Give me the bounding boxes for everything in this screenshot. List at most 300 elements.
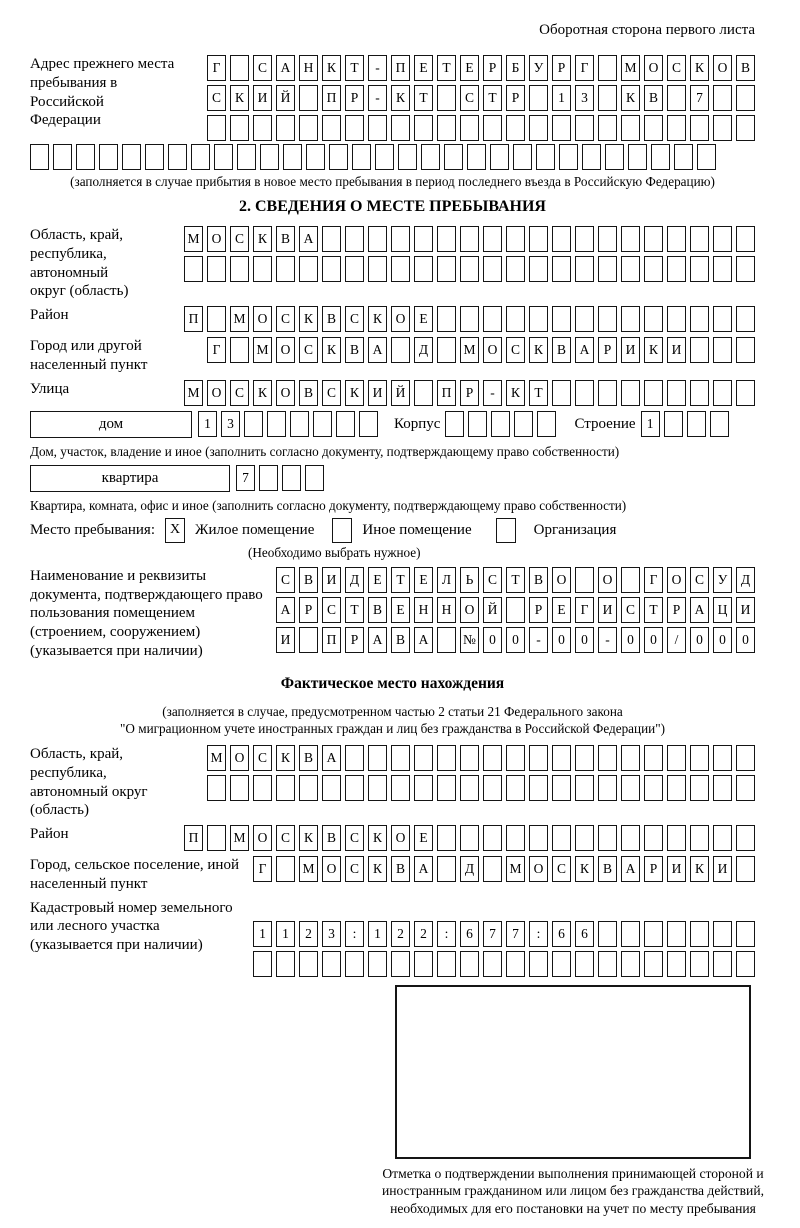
- form-cell: [329, 144, 348, 170]
- form-cell: Е: [368, 567, 387, 593]
- form-cell: К: [322, 55, 341, 81]
- rayon-row: [184, 306, 755, 332]
- form-cell: [276, 115, 295, 141]
- form-cell: О: [598, 567, 617, 593]
- form-cell: [506, 775, 525, 801]
- form-cell: [690, 745, 709, 771]
- form-cell: Д: [414, 337, 433, 363]
- form-cell: [313, 411, 332, 437]
- form-cell: О: [644, 55, 663, 81]
- form-cell: [76, 144, 95, 170]
- form-cell: Б: [506, 55, 525, 81]
- form-cell: [621, 567, 640, 593]
- form-cell: К: [644, 337, 663, 363]
- form-cell: С: [667, 55, 686, 81]
- form-cell: [230, 115, 249, 141]
- form-cell: 0: [575, 627, 594, 653]
- form-cell: [529, 85, 548, 111]
- form-cell: [667, 226, 686, 252]
- prev-address-row-1: [207, 55, 755, 81]
- form-cell: [552, 775, 571, 801]
- form-cell: [736, 337, 755, 363]
- form-cell: О: [322, 856, 341, 882]
- form-cell: Г: [575, 55, 594, 81]
- form-cell: [345, 115, 364, 141]
- form-cell: [575, 115, 594, 141]
- form-cell: [690, 115, 709, 141]
- kadastr-block: [30, 899, 755, 977]
- form-cell: [552, 745, 571, 771]
- kvartira-field-box: квартира: [30, 465, 230, 492]
- form-cell: К: [690, 55, 709, 81]
- fact-oblast-block: [30, 745, 755, 820]
- form-cell: 7: [483, 921, 502, 947]
- form-cell: К: [253, 380, 272, 406]
- form-cell: [483, 226, 502, 252]
- form-cell: [391, 337, 410, 363]
- form-cell: [322, 775, 341, 801]
- form-cell: [575, 775, 594, 801]
- form-cell: 0: [506, 627, 525, 653]
- form-cell: Й: [483, 597, 502, 623]
- form-cell: Е: [414, 825, 433, 851]
- form-cell: №: [460, 627, 479, 653]
- form-cell: [506, 226, 525, 252]
- form-cell: Т: [414, 85, 433, 111]
- form-cell: К: [506, 380, 525, 406]
- form-cell: [667, 745, 686, 771]
- form-cell: М: [230, 825, 249, 851]
- fact-note-2: "О миграционном учете иностранных граждан и лиц без гражданства в Российской Федерации"): [120, 720, 665, 736]
- form-cell: И: [621, 337, 640, 363]
- form-cell: Т: [437, 55, 456, 81]
- form-cell: О: [276, 380, 295, 406]
- form-cell: [414, 380, 433, 406]
- form-cell: [437, 85, 456, 111]
- form-cell: [713, 775, 732, 801]
- form-cell: В: [552, 337, 571, 363]
- form-cell: [207, 115, 226, 141]
- fact-rayon-block: [30, 825, 755, 851]
- form-cell: Т: [391, 567, 410, 593]
- form-cell: [713, 85, 732, 111]
- form-cell: [667, 921, 686, 947]
- form-cell: [483, 825, 502, 851]
- form-cell: [207, 825, 226, 851]
- form-cell: Е: [552, 597, 571, 623]
- form-cell: [621, 921, 640, 947]
- form-cell: [322, 115, 341, 141]
- form-cell: К: [368, 856, 387, 882]
- form-cell: 0: [483, 627, 502, 653]
- form-cell: [667, 825, 686, 851]
- form-cell: 1: [253, 921, 272, 947]
- kvartira-note: Квартира, комната, офис и иное (заполнить согласно документу, подтверждающему право собственности): [30, 497, 627, 513]
- form-cell: П: [437, 380, 456, 406]
- form-cell: [690, 775, 709, 801]
- form-cell: М: [230, 306, 249, 332]
- form-cell: [736, 921, 755, 947]
- form-cell: В: [299, 745, 318, 771]
- form-cell: [736, 115, 755, 141]
- form-cell: [322, 256, 341, 282]
- form-cell: [644, 825, 663, 851]
- korpus-label: Корпус: [394, 415, 441, 432]
- form-cell: [690, 380, 709, 406]
- form-cell: [490, 144, 509, 170]
- form-cell: 7: [506, 921, 525, 947]
- form-cell: [483, 856, 502, 882]
- form-cell: [628, 144, 647, 170]
- form-cell: 0: [552, 627, 571, 653]
- form-cell: [559, 144, 578, 170]
- form-cell: [713, 337, 732, 363]
- form-cell: [575, 745, 594, 771]
- form-cell: Р: [345, 85, 364, 111]
- form-cell: И: [736, 597, 755, 623]
- form-cell: 1: [276, 921, 295, 947]
- page-header-note: Оборотная сторона первого листа: [539, 22, 755, 38]
- form-cell: К: [230, 85, 249, 111]
- form-cell: С: [690, 567, 709, 593]
- form-cell: [460, 825, 479, 851]
- form-cell: [230, 55, 249, 81]
- form-cell: [644, 380, 663, 406]
- form-cell: 3: [575, 85, 594, 111]
- form-cell: [414, 256, 433, 282]
- doc-label: Наименование и реквизиты документа, подтверждающего право пользования помещением (строением, сооружением) (указывается при наличии): [30, 567, 263, 659]
- rayon-block: [30, 306, 755, 332]
- form-cell: И: [368, 380, 387, 406]
- form-cell: [552, 115, 571, 141]
- form-cell: [513, 144, 532, 170]
- form-cell: [398, 144, 417, 170]
- doc-row-2: [276, 597, 755, 623]
- form-cell: О: [713, 55, 732, 81]
- form-cell: [552, 306, 571, 332]
- form-cell: [644, 306, 663, 332]
- form-cell: В: [736, 55, 755, 81]
- form-cell: [145, 144, 164, 170]
- form-cell: П: [322, 627, 341, 653]
- form-cell: 0: [713, 627, 732, 653]
- form-cell: О: [230, 745, 249, 771]
- form-cell: [667, 380, 686, 406]
- form-cell: Г: [575, 597, 594, 623]
- form-cell: [345, 951, 364, 977]
- form-cell: [736, 825, 755, 851]
- form-cell: [467, 144, 486, 170]
- form-cell: А: [414, 856, 433, 882]
- form-cell: К: [368, 306, 387, 332]
- form-cell: [644, 256, 663, 282]
- form-cell: С: [621, 597, 640, 623]
- form-cell: [437, 337, 456, 363]
- kadastr-label: Кадастровый номер земельного или лесного участка (указывается при наличии): [30, 899, 233, 954]
- form-cell: [444, 144, 463, 170]
- form-cell: Е: [460, 55, 479, 81]
- form-cell: [391, 775, 410, 801]
- form-cell: 2: [414, 921, 433, 947]
- form-cell: [253, 951, 272, 977]
- form-cell: К: [368, 825, 387, 851]
- form-cell: [368, 226, 387, 252]
- form-cell: [276, 856, 295, 882]
- form-cell: [414, 115, 433, 141]
- form-cell: [713, 921, 732, 947]
- form-cell: 7: [690, 85, 709, 111]
- form-cell: С: [345, 856, 364, 882]
- form-cell: [598, 115, 617, 141]
- form-cell: С: [345, 306, 364, 332]
- ulitsa-label: Улица: [30, 380, 70, 397]
- form-cell: К: [276, 745, 295, 771]
- form-cell: И: [667, 337, 686, 363]
- form-cell: [259, 465, 278, 491]
- form-cell: Г: [207, 337, 226, 363]
- form-cell: В: [644, 85, 663, 111]
- form-cell: И: [713, 856, 732, 882]
- form-cell: Е: [414, 306, 433, 332]
- form-cell: [598, 921, 617, 947]
- form-cell: 0: [644, 627, 663, 653]
- form-cell: К: [575, 856, 594, 882]
- form-cell: Е: [391, 597, 410, 623]
- form-cell: С: [460, 85, 479, 111]
- form-cell: [460, 951, 479, 977]
- form-cell: [644, 951, 663, 977]
- ulitsa-row: [184, 380, 755, 406]
- form-cell: С: [230, 380, 249, 406]
- form-cell: 0: [736, 627, 755, 653]
- form-cell: М: [299, 856, 318, 882]
- form-cell: [506, 115, 525, 141]
- form-cell: [506, 306, 525, 332]
- form-cell: В: [276, 226, 295, 252]
- checkbox-inoe: [332, 518, 352, 543]
- form-cell: У: [529, 55, 548, 81]
- mesto-opt2-label: Иное помещение: [362, 522, 472, 539]
- form-cell: И: [276, 627, 295, 653]
- fact-note-1: (заполняется в случае, предусмотренном частью 2 статьи 21 Федерального закона: [162, 703, 623, 719]
- form-cell: С: [483, 567, 502, 593]
- fact-gorod-row: [253, 856, 755, 882]
- form-cell: -: [368, 55, 387, 81]
- dom-line: [30, 411, 755, 438]
- form-cell: Ц: [713, 597, 732, 623]
- form-cell: И: [253, 85, 272, 111]
- form-cell: [437, 745, 456, 771]
- form-cell: [506, 256, 525, 282]
- form-cell: Д: [736, 567, 755, 593]
- form-cell: [345, 745, 364, 771]
- form-cell: [230, 337, 249, 363]
- form-cell: В: [322, 306, 341, 332]
- gorod-row: [207, 337, 755, 363]
- form-cell: [598, 256, 617, 282]
- form-cell: [598, 745, 617, 771]
- doc-block: [30, 567, 755, 661]
- form-cell: [697, 144, 716, 170]
- form-cell: [736, 306, 755, 332]
- form-cell: Р: [667, 597, 686, 623]
- form-cell: [582, 144, 601, 170]
- form-cell: [345, 775, 364, 801]
- form-cell: [621, 745, 640, 771]
- form-cell: [575, 306, 594, 332]
- form-cell: [359, 411, 378, 437]
- form-cell: Д: [345, 567, 364, 593]
- form-cell: [598, 226, 617, 252]
- form-cell: [690, 825, 709, 851]
- form-cell: [276, 951, 295, 977]
- form-cell: А: [276, 55, 295, 81]
- form-cell: Р: [506, 85, 525, 111]
- form-cell: [664, 411, 683, 437]
- form-cell: :: [345, 921, 364, 947]
- form-cell: В: [368, 597, 387, 623]
- form-cell: [237, 144, 256, 170]
- form-cell: [529, 775, 548, 801]
- form-cell: С: [322, 597, 341, 623]
- form-cell: [667, 775, 686, 801]
- form-cell: А: [299, 226, 318, 252]
- form-cell: А: [322, 745, 341, 771]
- form-cell: [230, 775, 249, 801]
- form-cell: [368, 745, 387, 771]
- dom-note: Дом, участок, владение и иное (заполнить согласно документу, подтверждающему право собственности): [30, 443, 620, 459]
- form-cell: А: [368, 627, 387, 653]
- form-cell: [713, 256, 732, 282]
- form-cell: [529, 306, 548, 332]
- form-cell: О: [391, 306, 410, 332]
- form-cell: Е: [414, 55, 433, 81]
- form-cell: П: [391, 55, 410, 81]
- form-cell: -: [483, 380, 502, 406]
- form-cell: [644, 775, 663, 801]
- kadastr-grid: [253, 921, 755, 977]
- form-cell: Г: [207, 55, 226, 81]
- form-cell: [713, 825, 732, 851]
- form-cell: [99, 144, 118, 170]
- form-cell: [460, 306, 479, 332]
- form-cell: [375, 144, 394, 170]
- form-cell: В: [345, 337, 364, 363]
- form-cell: Т: [506, 567, 525, 593]
- form-cell: Л: [437, 567, 456, 593]
- form-cell: [736, 775, 755, 801]
- form-cell: [345, 256, 364, 282]
- form-cell: О: [391, 825, 410, 851]
- prev-address-label: Адрес прежнего места пребывания в Российской Федерации: [30, 56, 175, 129]
- prev-address-block: [30, 55, 755, 141]
- form-cell: [322, 226, 341, 252]
- form-cell: Т: [644, 597, 663, 623]
- stamp-box: [395, 985, 751, 1159]
- form-cell: [168, 144, 187, 170]
- form-cell: 7: [236, 465, 255, 491]
- form-cell: С: [276, 825, 295, 851]
- form-cell: [713, 380, 732, 406]
- form-cell: 0: [690, 627, 709, 653]
- form-cell: -: [529, 627, 548, 653]
- mesto-opt3-label: Организация: [533, 522, 617, 539]
- kadastr-row-1: [253, 921, 755, 947]
- form-cell: [710, 411, 729, 437]
- form-cell: Р: [598, 337, 617, 363]
- form-cell: 3: [322, 921, 341, 947]
- fact-gorod-label: Город, сельское поселение, иной населенный пункт: [30, 857, 239, 892]
- form-cell: П: [184, 306, 203, 332]
- form-cell: [445, 411, 464, 437]
- form-cell: 0: [621, 627, 640, 653]
- form-cell: [575, 226, 594, 252]
- form-cell: 1: [198, 411, 217, 437]
- kvartira-line: [30, 465, 755, 492]
- form-cell: [460, 745, 479, 771]
- form-cell: Н: [299, 55, 318, 81]
- form-cell: [736, 745, 755, 771]
- form-cell: М: [207, 745, 226, 771]
- form-cell: [552, 256, 571, 282]
- prev-address-row-2: [207, 85, 755, 111]
- form-cell: [368, 256, 387, 282]
- form-cell: И: [667, 856, 686, 882]
- form-cell: [736, 226, 755, 252]
- form-cell: В: [299, 380, 318, 406]
- form-cell: [575, 380, 594, 406]
- form-cell: [598, 85, 617, 111]
- form-cell: С: [552, 856, 571, 882]
- form-cell: С: [299, 337, 318, 363]
- form-cell: В: [529, 567, 548, 593]
- form-cell: М: [184, 380, 203, 406]
- form-cell: [483, 745, 502, 771]
- form-cell: И: [598, 597, 617, 623]
- form-cell: [299, 115, 318, 141]
- form-cell: В: [391, 856, 410, 882]
- form-cell: [30, 144, 49, 170]
- form-cell: [299, 85, 318, 111]
- form-cell: К: [299, 825, 318, 851]
- form-cell: [345, 226, 364, 252]
- form-cell: [690, 921, 709, 947]
- form-cell: П: [322, 85, 341, 111]
- form-cell: Т: [345, 597, 364, 623]
- form-cell: [644, 115, 663, 141]
- form-cell: [621, 380, 640, 406]
- form-cell: [53, 144, 72, 170]
- form-cell: [621, 775, 640, 801]
- form-cell: [598, 951, 617, 977]
- form-cell: Р: [483, 55, 502, 81]
- kadastr-row-2: [253, 951, 755, 977]
- form-cell: [690, 951, 709, 977]
- form-cell: [690, 306, 709, 332]
- form-cell: Р: [299, 597, 318, 623]
- form-cell: [253, 256, 272, 282]
- form-cell: [437, 226, 456, 252]
- section2-title: 2. СВЕДЕНИЯ О МЕСТЕ ПРЕБЫВАНИЯ: [239, 198, 546, 216]
- form-cell: К: [621, 85, 640, 111]
- form-cell: О: [483, 337, 502, 363]
- form-cell: [506, 597, 525, 623]
- form-cell: [537, 411, 556, 437]
- form-cell: У: [713, 567, 732, 593]
- fact-oblast-row-1: [207, 745, 755, 771]
- form-cell: [651, 144, 670, 170]
- checkbox-organizatsiya: [496, 518, 516, 543]
